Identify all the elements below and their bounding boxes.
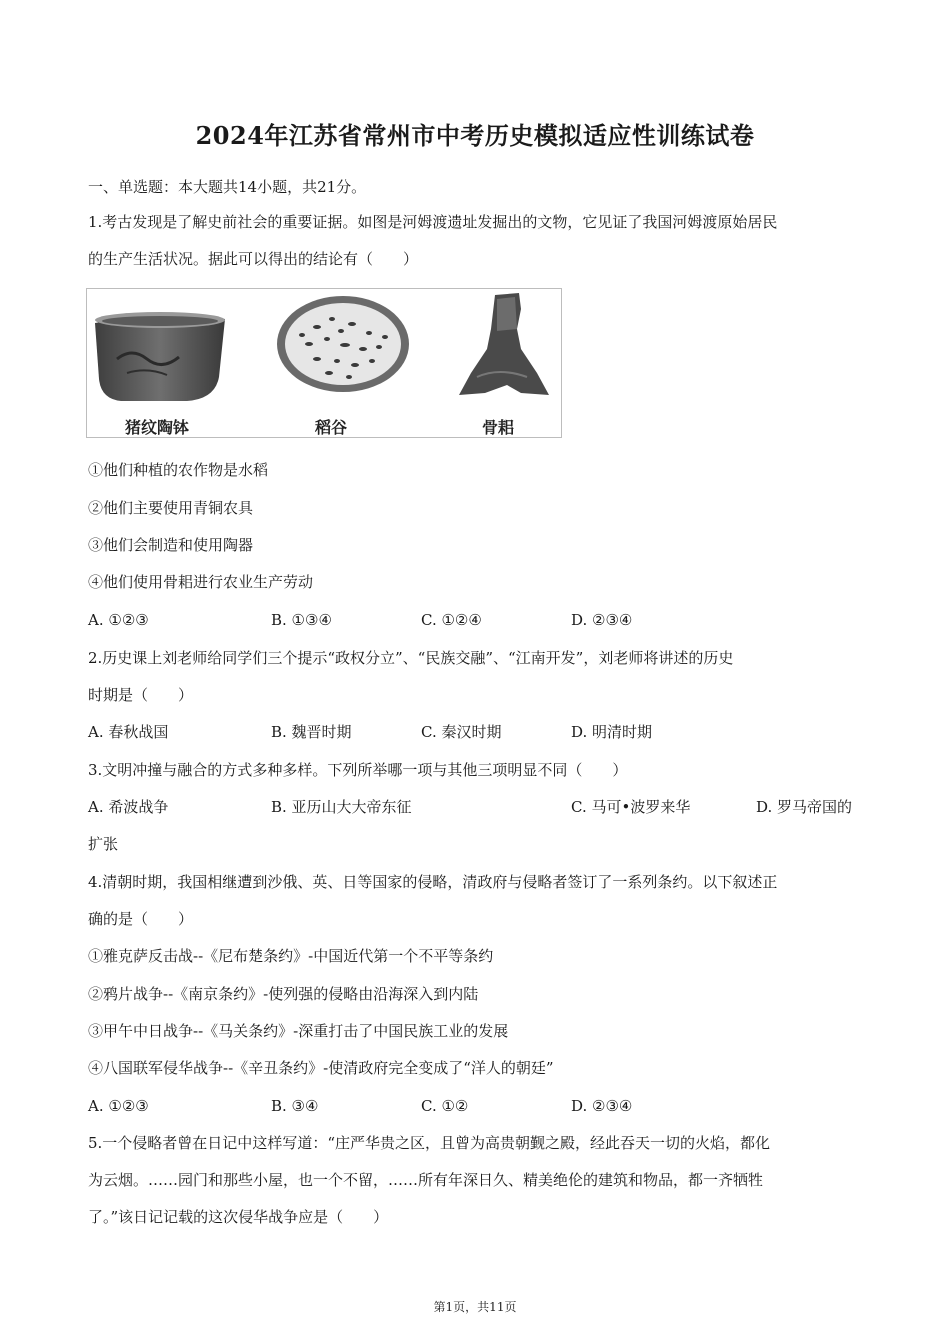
q4-statement-3: ③甲午中日战争--《马关条约》-深重打击了中国民族工业的发展 bbox=[88, 1022, 509, 1040]
q5-stem-line1: 5.一个侵略者曾在日记中这样写道：“庄严华贵之区，且曾为高贵朝觐之殿，经此吞天一切的火焰，都化 bbox=[88, 1134, 770, 1152]
q1-artifact-figure bbox=[86, 288, 562, 438]
q4-stem-line2: 确的是（ ） bbox=[88, 910, 194, 928]
rice-grain-image bbox=[257, 289, 427, 439]
q3-option-c: C. 马可•波罗来华 bbox=[571, 798, 691, 816]
q1-option-b: B. ①③④ bbox=[271, 611, 332, 629]
q1-statement-4: ④他们使用骨耜进行农业生产劳动 bbox=[88, 573, 314, 591]
page-footer: 第1页，共11页 bbox=[433, 1300, 517, 1314]
pottery-bowl-image bbox=[87, 289, 237, 439]
q4-statement-4: ④八国联军侵华战争--《辛丑条约》-使清政府完全变成了“洋人的朝廷” bbox=[88, 1059, 554, 1077]
q4-stem-line1: 4.清朝时期，我国相继遭到沙俄、英、日等国家的侵略，清政府与侵略者签订了一系列条约。以下叙述正 bbox=[88, 873, 778, 891]
q1-option-c: C. ①②④ bbox=[421, 611, 482, 629]
q2-option-b: B. 魏晋时期 bbox=[271, 723, 352, 741]
q4-option-b: B. ③④ bbox=[271, 1097, 319, 1115]
q3-stem: 3.文明冲撞与融合的方式多种多样。下列所举哪一项与其他三项明显不同（ ） bbox=[88, 761, 628, 779]
q4-statement-1: ①雅克萨反击战--《尼布楚条约》-中国近代第一个不平等条约 bbox=[88, 947, 494, 965]
q2-option-a: A. 春秋战国 bbox=[88, 723, 169, 741]
q2-option-d: D. 明清时期 bbox=[571, 723, 653, 741]
section-heading: 一、单选题：本大题共14小题，共21分。 bbox=[88, 178, 367, 196]
q4-option-d: D. ②③④ bbox=[571, 1097, 633, 1115]
q3-option-d: D. 罗马帝国的 bbox=[756, 798, 853, 816]
q3-option-b: B. 亚历山大大帝东征 bbox=[271, 798, 412, 816]
q4-option-c: C. ①② bbox=[421, 1097, 469, 1115]
caption-bone-spade: 骨耜 bbox=[482, 418, 515, 437]
q1-statement-1: ①他们种植的农作物是水稻 bbox=[88, 461, 269, 479]
q2-option-c: C. 秦汉时期 bbox=[421, 723, 502, 741]
q2-stem-line2: 时期是（ ） bbox=[88, 686, 194, 704]
q1-option-a: A. ①②③ bbox=[88, 611, 149, 629]
q4-statement-2: ②鸦片战争--《南京条约》-使列强的侵略由沿海深入到内陆 bbox=[88, 985, 479, 1003]
q4-option-a: A. ①②③ bbox=[88, 1097, 149, 1115]
q5-stem-line3: 了。”该日记记载的这次侵华战争应是（ ） bbox=[88, 1208, 389, 1226]
q1-statement-3: ③他们会制造和使用陶器 bbox=[88, 536, 254, 554]
bone-spade-image bbox=[437, 289, 563, 439]
page-title: 2024年江苏省常州市中考历史模拟适应性训练试卷 bbox=[195, 121, 755, 150]
caption-pottery-bowl: 猪纹陶钵 bbox=[125, 418, 190, 437]
q3-option-a: A. 希波战争 bbox=[88, 798, 169, 816]
q1-statement-2: ②他们主要使用青铜农具 bbox=[88, 499, 254, 517]
q1-stem-line1: 1.考古发现是了解史前社会的重要证据。如图是河姆渡遗址发掘出的文物，它见证了我国河姆渡原始居民 bbox=[88, 213, 778, 231]
q2-stem-line1: 2.历史课上刘老师给同学们三个提示“政权分立”、“民族交融”、“江南开发”，刘老师将讲述的历史 bbox=[88, 649, 734, 667]
q5-stem-line2: 为云烟。……园门和那些小屋，也一个不留，……所有年深日久、精美绝伦的建筑和物品，都一齐牺牲 bbox=[88, 1171, 764, 1189]
caption-rice: 稻谷 bbox=[315, 418, 348, 437]
q3-option-d-wrap: 扩张 bbox=[88, 835, 119, 853]
q1-stem-line2: 的生产生活状况。据此可以得出的结论有（ ） bbox=[88, 250, 419, 268]
q1-option-d: D. ②③④ bbox=[571, 611, 633, 629]
